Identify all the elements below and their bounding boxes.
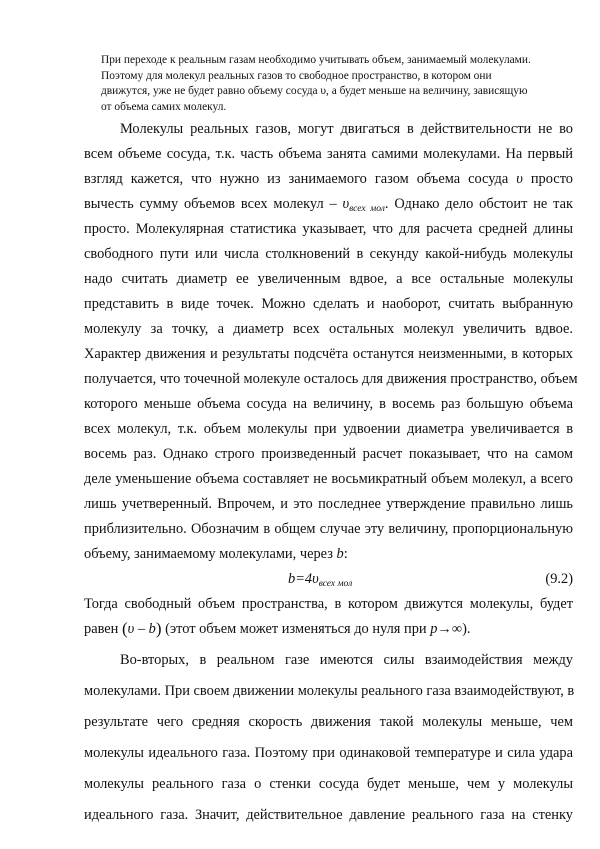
text-line: надо считать диаметр ее увеличенным вдвое, а все остальные молекулы <box>84 271 573 287</box>
text-line: равен (υ – b) (этот объем может изменяться до нуля при p→∞). <box>84 619 471 638</box>
text-line: представить в виде точек. Можно сделать и наоборот, считать выбранную <box>84 296 573 312</box>
text-line: всем объеме сосуда, т.к. часть объема занята самими молекулами. На первый <box>84 146 573 162</box>
text-line: Тогда свободный объем пространства, в котором движутся молекулы, будет <box>84 596 573 612</box>
variable-b: b <box>336 546 344 562</box>
subscript: всех мол <box>349 204 385 214</box>
variable-upsilon: υ <box>516 171 523 187</box>
note-line: движутся, уже не будет равно объему сосуда υ, а будет меньше на величину, зависящую <box>101 85 528 97</box>
intro-note <box>101 53 571 115</box>
text-line: молекулы реального газа о стенки сосуда будет меньше, чем у молекулы <box>84 776 573 792</box>
text-line: получается, что точечной молекуле осталось для движения пространство, объем <box>84 371 578 387</box>
expression-v-minus-b: υ – b <box>127 621 156 637</box>
text-line: восемь раз. Однако строго произведенный расчет показывает, что на самом <box>84 446 573 462</box>
text-line: которого меньше объема сосуда на величину, в восемь раз большую объема <box>84 396 573 412</box>
text-line: приблизительно. Обозначим в общем случае эту величину, пропорциональную <box>84 521 573 537</box>
text-line: молекулу за точку, а диаметр всех остальных молекул увеличить вдвое. <box>84 321 573 337</box>
note-line: Поэтому для молекул реальных газов то свободное пространство, в котором они <box>101 69 492 82</box>
equation-9-2 <box>84 567 573 592</box>
note-line: от объема самих молекул. <box>101 100 227 113</box>
text-line: Во-вторых, в реальном газе имеются силы взаимодействия между <box>120 652 573 668</box>
text-line: молекулы идеального газа. Поэтому при одинаковой температуре и сила удара <box>84 745 573 761</box>
text-line: молекулами. При своем движении молекулы реального газа взаимодействуют, в <box>84 683 575 699</box>
equation-expression: $b=4\upsilon_{всех мол}$ <box>288 571 353 589</box>
text-line: результате чего средняя скорость движения такой молекулы меньше, чем <box>84 714 573 730</box>
text-line: взгляд кажется, что нужно из занимаемого газом объема сосуда υ просто <box>84 171 573 187</box>
text-line: объему, занимаемому молекулами, через b: <box>84 546 348 562</box>
text-line: просто. Молекулярная статистика указывает, что для расчета средней длины <box>84 221 573 237</box>
text-line: лишь учетверенный. Впрочем, и это последнее утверждение правильно лишь <box>84 496 573 512</box>
variable-upsilon: υ <box>342 196 350 212</box>
text-line: всех молекул, т.к. объем молекулы при удвоении диаметра увеличивается в <box>84 421 573 437</box>
text-line: вычесть сумму объемов всех молекул – $\upsilon_{всех мол}$. Однако дело обстоит не так <box>84 196 573 214</box>
text-line: деле уменьшение объема составляет не восьмикратный объем молекул, а всего <box>84 471 573 487</box>
text-line: Характер движения и результаты подсчёта останутся неизменными, в которых <box>84 346 573 362</box>
text-line: Молекулы реальных газов, могут двигаться в действительности не во <box>120 121 573 137</box>
text-line: свободного пути или числа столкновений в секунду какой-нибудь молекулы <box>84 246 573 262</box>
equation-number: (9.2) <box>545 571 573 587</box>
main-text <box>84 117 578 828</box>
text-line: идеального газа. Значит, действительное давление реального газа на стенку <box>84 807 573 823</box>
note-line: При переходе к реальным газам необходимо учитывать объем, занимаемый молекулами. <box>101 54 531 66</box>
